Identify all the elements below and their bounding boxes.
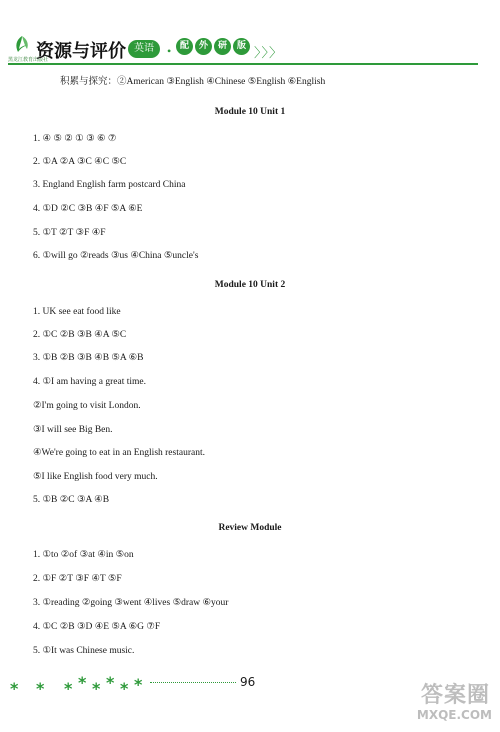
page-header	[0, 0, 500, 64]
header-divider	[8, 63, 478, 65]
answer-line: 1. UK see eat food like	[33, 307, 121, 317]
edition-badges	[176, 38, 250, 58]
star-icon: *	[134, 675, 143, 694]
answer-line: ⑤I like English food very much.	[33, 472, 158, 482]
star-icon: *	[120, 679, 129, 698]
leaf-logo-icon	[12, 34, 32, 56]
section-title: Module 10 Unit 1	[214, 107, 286, 117]
edition-char: 外	[195, 38, 212, 55]
answer-line: 4. ①C ②B ③D ④E ⑤A ⑥G ⑦F	[33, 622, 161, 632]
answer-line: ④We're going to eat in an English restaurant.	[33, 448, 205, 458]
answer-line: 3. ①B ②B ③B ④B ⑤A ⑥B	[33, 353, 144, 363]
star-icon: *	[78, 673, 87, 692]
star-icon: *	[36, 679, 45, 698]
section-title: Module 10 Unit 2	[214, 280, 286, 290]
logo-text: 黑龙江教育出版社	[8, 57, 49, 63]
answer-line: 2. ①F ②T ③F ④T ⑤F	[33, 574, 122, 584]
edition-char: 版	[233, 38, 250, 55]
star-decoration	[8, 671, 158, 697]
brand-title: 资源与评价	[36, 41, 126, 62]
answer-line: 2. ①C ②B ③B ④A ⑤C	[33, 330, 127, 340]
answer-line: 4. ①I am having a great time.	[33, 377, 146, 387]
answer-line: 6. ①will go ②reads ③us ④China ⑤uncle's	[33, 251, 199, 261]
answer-line: 5. ①T ②T ③F ④F	[33, 228, 106, 238]
star-icon: *	[64, 679, 73, 698]
answer-line: 3. England English farm postcard China	[33, 180, 186, 190]
chevrons-icon: 〉〉〉	[254, 46, 284, 61]
star-icon: *	[92, 679, 101, 698]
answer-line: 5. ①It was Chinese music.	[33, 646, 135, 656]
answer-line: 1. ④ ⑤ ② ① ③ ⑥ ⑦	[33, 134, 117, 144]
separator-dot: •	[167, 44, 172, 58]
subject-badge: 英语	[128, 40, 160, 58]
answer-line: 4. ①D ②C ③B ④F ⑤A ⑥E	[33, 204, 143, 214]
watermark-logo: 答案圈	[420, 683, 490, 708]
dotted-leader	[150, 682, 236, 683]
answer-line: ②I'm going to visit London.	[33, 401, 141, 411]
answer-line: ③I will see Big Ben.	[33, 425, 113, 435]
watermark	[402, 678, 494, 728]
star-icon: *	[10, 679, 19, 698]
star-icon: *	[106, 673, 115, 692]
edition-char: 配	[176, 38, 193, 55]
page-number: 96	[240, 675, 256, 689]
edition-char: 研	[214, 38, 231, 55]
answer-line: 3. ①reading ②going ③went ④lives ⑤draw ⑥your	[33, 598, 229, 608]
section-title: Review Module	[218, 523, 282, 533]
intro-line: 积累与探究：②American ③English ④Chinese ⑤English ⑥English	[60, 77, 326, 87]
answer-line: 5. ①B ②C ③A ④B	[33, 495, 110, 505]
watermark-url: MXQE.COM	[416, 708, 492, 722]
answer-line: 2. ①A ②A ③C ④C ⑤C	[33, 157, 127, 167]
answer-line: 1. ①to ②of ③at ④in ⑤on	[33, 550, 134, 560]
